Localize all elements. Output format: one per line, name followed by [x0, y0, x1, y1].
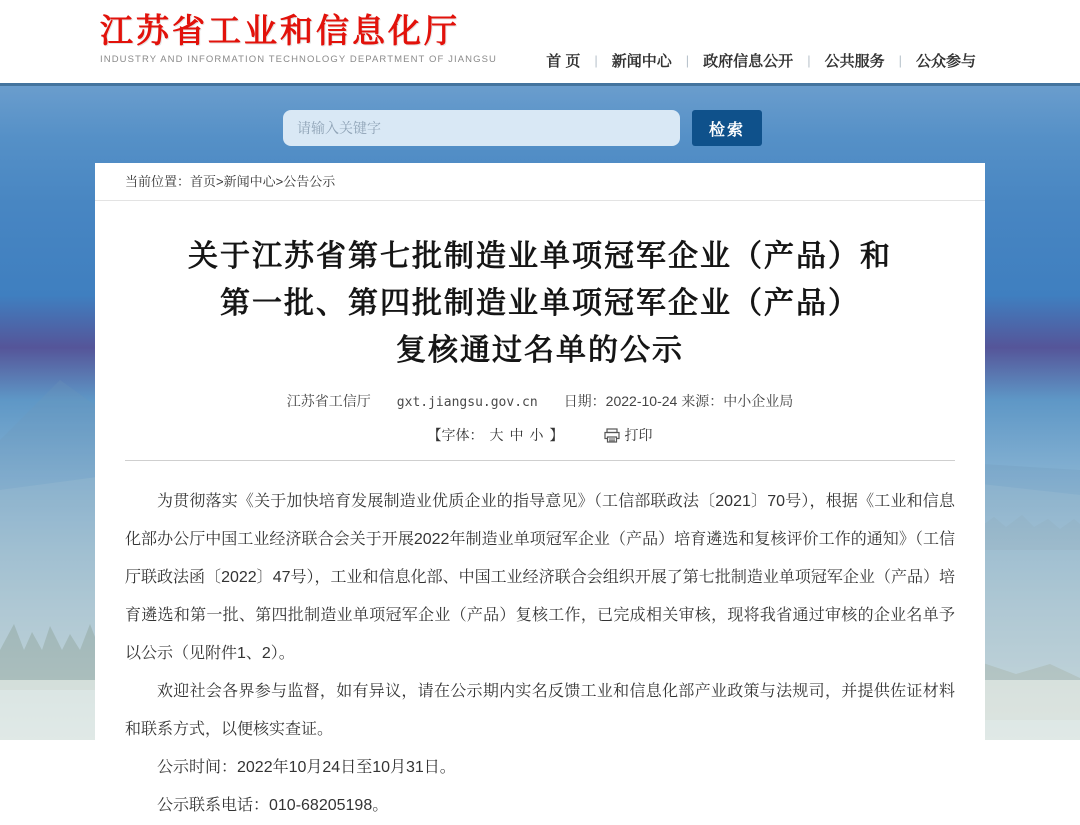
- search-input[interactable]: [283, 110, 680, 146]
- article-meta: [125, 391, 955, 411]
- font-size-suffix: 】: [549, 427, 564, 443]
- nav-item-news-center[interactable]: 新闻中心: [611, 53, 672, 70]
- nav-separator: |: [594, 53, 598, 68]
- print-label: 打印: [624, 427, 653, 443]
- content-card: [95, 163, 985, 814]
- font-size-large-button[interactable]: 大: [489, 427, 504, 443]
- breadcrumb-path[interactable]: 首页>新闻中心>公告公示: [190, 174, 336, 189]
- nav-item-public-participation[interactable]: 公众参与: [915, 53, 976, 70]
- font-size-prefix: 【字体：: [427, 427, 484, 443]
- nav-separator: |: [898, 53, 902, 68]
- site-logo[interactable]: [100, 12, 497, 65]
- breadcrumb-label: 当前位置：: [125, 174, 191, 189]
- page-title: [125, 233, 955, 374]
- title-line-3: 复核通过名单的公示: [396, 334, 684, 367]
- article-paragraph: 欢迎社会各界参与监督，如有异议，请在公示期内实名反馈工业和信息化部产业政策与法规司，并提供佐证材料和联系方式，以便核实查证。: [125, 683, 955, 738]
- article-paragraph: 公示联系电话：010-68205198。: [157, 797, 389, 814]
- article-origin: 来源：中小企业局: [681, 393, 794, 409]
- print-button[interactable]: [604, 425, 653, 445]
- site-name-english: INDUSTRY AND INFORMATION TECHNOLOGY DEPARTMENT OF JIANGSU: [100, 54, 498, 65]
- nav-separator: |: [685, 53, 690, 68]
- article: [95, 233, 985, 825]
- breadcrumb: [95, 163, 985, 201]
- search-bar: [0, 110, 1080, 146]
- article-paragraph: 公示时间：2022年10月24日至10月31日。: [157, 759, 456, 776]
- article-toolbar: [125, 425, 955, 445]
- source-name: 江苏省工信厅: [286, 393, 371, 409]
- content-divider: [125, 460, 955, 461]
- site-header: [0, 0, 1080, 83]
- font-size-small-button[interactable]: 小: [529, 427, 544, 443]
- publish-date: 日期：2022-10-24: [563, 393, 678, 409]
- title-line-2: 第一批、第四批制造业单项冠军企业（产品）: [220, 287, 860, 320]
- nav-separator: |: [807, 53, 811, 68]
- printer-icon: [604, 428, 620, 443]
- source-url[interactable]: gxt.jiangsu.gov.cn: [396, 395, 538, 410]
- article-body: [125, 483, 955, 825]
- font-size-medium-button[interactable]: 中: [509, 427, 524, 443]
- nav-item-gov-info-disclosure[interactable]: 政府信息公开: [703, 53, 794, 70]
- site-name: 江苏省工业和信息化厅: [100, 12, 460, 49]
- main-nav: [546, 50, 976, 71]
- nav-item-home[interactable]: 首 页: [546, 53, 581, 70]
- article-paragraph: 为贯彻落实《关于加快培育发展制造业优质企业的指导意见》（工信部联政法〔2021〕70号），根据《工业和信息化部办公厅中国工业经济联合会关于开展2022年制造业单项冠军企业（产品）培育遴选和复核评价工作的通知》（工信厅联政法函〔2022〕47号），工业和信息化部、中国工业经济联合会组织开展了第七批制造业单项冠军企业（产品）培育遴选和第一批、第四批制造业单项冠军企业（产品）复核工作，已完成相关审核，现将我省通过审核的企业名单予以公示（见附件1、2）。: [125, 493, 955, 662]
- nav-item-public-service[interactable]: 公共服务: [824, 53, 885, 70]
- search-button[interactable]: 检索: [692, 110, 762, 146]
- title-line-1: 关于江苏省第七批制造业单项冠军企业（产品）和: [188, 240, 892, 273]
